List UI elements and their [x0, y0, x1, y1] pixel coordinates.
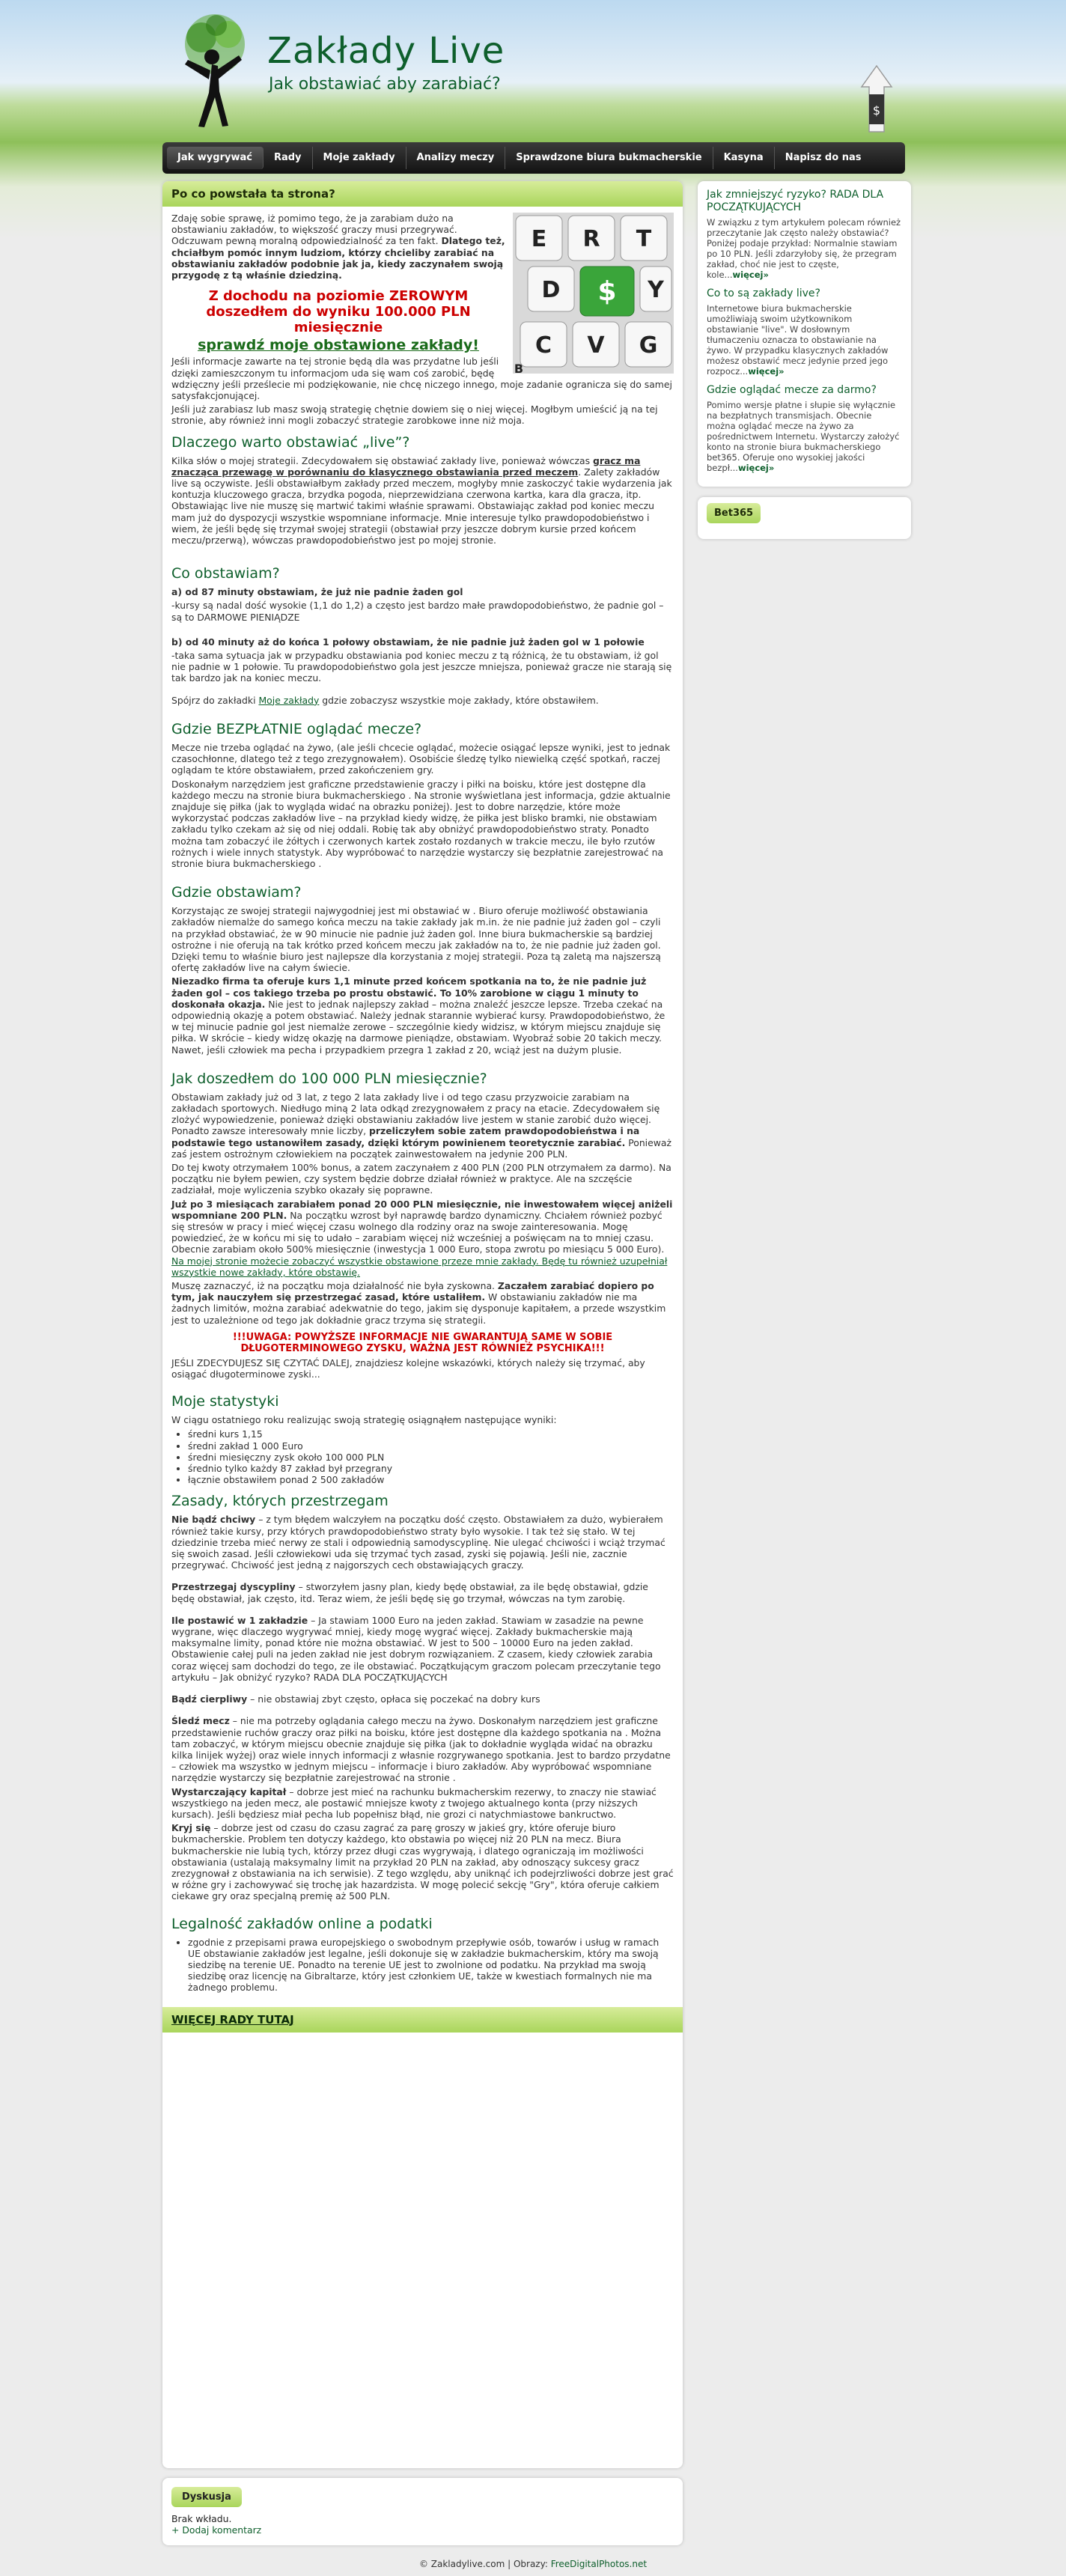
paragraph: Korzystając ze swojej strategii najwygodniej jest mi obstawiać w . Biuro oferuje możliwość obstawiania zakładów niemalże do samego końca meczu na takie zakłady jak m.in. że nie padnie już żaden gol – czyli na przykład obstawiać, że w 90 minucie nie padnie już żaden gol. Inne biura bukmacherskie są bardziej ostrożne i nie oferują na tak krótko przed końcem meczu jak zakładów na to, że nie padnie już żaden gol. Dzięki temu to właśnie biuro jest najlepsze dla korzystania z mojej strategii. Poza tą zaletą ma najszerszą ofertę zakładów live na całym świecie.	[171, 905, 661, 974]
rule-a-heading: a) od 87 minuty obstawiam, że już nie padnie żaden gol	[171, 586, 463, 598]
paragraph: Do tej kwoty otrzymałem 100% bonus, a zatem zaczynałem z 400 PLN (200 PLN otrzymałem za darmo). Na początku nie byłem pewien, czy system będzie dobrze działał również w praktyce. Ale na szczęście zadziałał, moje wyliczenia szybko okazały się poprawne.	[171, 1161, 671, 1196]
sidebar-articles	[698, 181, 911, 487]
more-link[interactable]: więcej»	[737, 463, 775, 473]
link-my-bets[interactable]: Na mojej stronie możecie zobaczyć wszystkie obstawione przeze mnie zakłady. Będę tu również uzupełniał wszystkie nowe zakłady, które obstawię.	[171, 1255, 668, 1278]
list-item: • zgodnie z przepisami prawa europejskiego o swobodnym przepływie osób, towarów i usług w ramach UE obstawianie zakładów jest legalne, jeśli dokonuje się w zakładzie bukmacherskim, który ma swoją siedzibę na terenie UE. Ponadto na terenie UE jest to zwolnione od podatku. Na przykład ma swoją siedzibę oraz licencję na Gibraltarze, który jest członkiem UE, także w kwestiach formalnych nie ma żadnego problemu.	[188, 1937, 674, 1994]
sidebar-bet365	[698, 497, 911, 539]
paragraph: Muszę zaznaczyć, iż na początku moja działalność nie była zyskowna. Zaczałem zarabiać dopiero po tym, jak nauczyłem się przestrzegać zasad, które ustaliłem. W obstawianiu zakładów nie ma żadnych limitów, można zarabiać adekwatnie do tego, jakim się dysponuje kapitałem, a przede wszystkim jest to uzależnione od tego jak dokładnie gracz trzyma się strategii.	[171, 1280, 666, 1326]
key-v: V	[587, 332, 605, 359]
nav-kasyna[interactable]: Kasyna	[713, 147, 775, 169]
comments-empty: Brak wkładu. + Dodaj komentarz	[171, 2513, 262, 2536]
promo-link[interactable]: sprawdź moje obstawione zakłady!	[198, 337, 479, 354]
more-link[interactable]: więcej»	[748, 366, 785, 377]
paragraph: Już po 3 miesiącach zarabiałem ponad 20 000 PLN miesięcznie, nie inwestowałem więcej aniżeli wspomniane 200 PLN. Na początku wzrost był naprawdę bardzo dynamiczny. Chciałem również pozbyć się stresów w pracy i mieć więcej czasu wolnego dla rodziny oraz na swoje zainteresowania. Mogę powiedzieć, że w końcu mi się to udało – zarabiam więcej niż wcześniej a poświęcam na to mniej czasu. Obecnie zarabiam około 500% miesięcznie (inwestycja 1 000 Euro, stopa zwrotu po miesiącu 5 000 Euro). Na mojej stronie możecie zobaczyć wszystkie obstawione przeze mnie zakłady. Będę tu również uzupełniał wszystkie nowe zakłady, które obstawię.	[171, 1198, 673, 1278]
list-item: • średni zakład 1 000 Euro	[188, 1440, 674, 1452]
nav-napisz-do-nas[interactable]: Napisz do nas	[785, 152, 862, 163]
nav-analizy-meczy[interactable]: Analizy meczy	[406, 147, 506, 169]
key-t: T	[636, 226, 652, 252]
comments-box	[162, 2478, 683, 2545]
warning-text: !!!UWAGA: POWYŻSZE INFORMACJE NIE GWARANTUJĄ SAME W SOBIE DŁUGOTERMINOWEGO ZYSKU, WAŻNA JEST RÓWNIEŻ PSYCHIKA!!!	[232, 1331, 613, 1354]
paragraph: -taka sama sytuacja jak w przypadku obstawiania pod koniec meczu z tą różnicą, że tu obstawiam, iż gol nie padnie w 1 połowie. Tu prawdopodobieństwo gola jest jeszcze mniejsza, ponieważ gracze nie starają się tak bardzo jak na koniec meczu.	[171, 650, 672, 684]
list-item: • średni miesięczny zysk około 100 000 PLN	[188, 1452, 674, 1463]
paragraph: W ciągu ostatniego roku realizując swoją strategię osiągnąłem następujące wyniki:	[171, 1414, 557, 1426]
key-d: D	[541, 277, 561, 303]
heading-legal: Legalność zakładów online a podatki	[171, 1915, 433, 1932]
nav-sprawdzone-biura[interactable]: Sprawdzone biura bukmacherskie	[505, 147, 713, 169]
page	[155, 0, 911, 2569]
main-nav	[162, 142, 905, 174]
site-title[interactable]: Zakłady Live	[267, 30, 505, 72]
paragraph: Jeśli informacje zawarte na tej stronie będą dla was przydatne lub jeśli dzięki zamieszczonym tu informacjom uda się wam coś zarobić, będę wdzięczny jeśli prześlecie mi podziękowanie, nie chcę niczego innego, moje zadanie ogranicza się do samej satysfakcjonującej.	[171, 356, 672, 402]
paragraph: JEŚLI ZDECYDUJESZ SIĘ CZYTAĆ DALEJ, znajdziesz kolejne wskazówki, których należy się trzymać, aby osiągać długoterminowe zyski...	[171, 1356, 645, 1380]
more-link[interactable]: więcej»	[732, 270, 769, 280]
key-r: R	[582, 226, 600, 252]
paragraph: Doskonałym narzędziem jest graficzne przedstawienie graczy i piłki na boisku, które jest dostępne dla każdego meczu na stronie biura bukmacherskiego . Na stronie wyświetlana jest informacja, gdzie aktualnie znajduje się piłka (jak to wygląda widać na obrazku poniżej). Jest to dobre narzędzie, które może wykorzystać podczas zakładów live – na przykład kiedy widzę, że piłka jest blisko bramki, nie obstawiam zakładu tylko czekam aż się od niej oddali. Robię tak aby obniżyć prawdopodobieństwo straty. Ponadto można tam zobaczyć ile żółtych i czerwonych kartek zostało rozdanych w trakcie meczu, ile było rzutów rożnych i wiele innych statystyk. Aby wypróbować to narzędzie wystarczy się bezpłatnie zarejestrować na stronie biura bukmacherskiego .	[171, 778, 671, 869]
sidebar-text: W związku z tym artykułem polecam również przeczytanie Jak często należy obstawiać? Poniżej podaje przykład: Normalnie stawiam po 10 PLN. Jeśli zdarzyłoby się, że przegram zakład, choć nie jest to częste, kole...więcej»	[707, 217, 901, 280]
heading-what-i-bet: Co obstawiam?	[171, 565, 280, 582]
paragraph: Niezadko firma ta oferuje kurs 1,1 minute przed końcem spotkania na to, że nie padnie już żaden gol – cos takiego trzeba po prostu obstawić. To 10% zarobione w ciągu 1 minuty to doskonała okazja. Nie jest to jednak najlepszy zakład – można znaleźć jeszcze lepsze. Trzeba czekać na odpowiednią okazję a potem obstawiać. Należy jednak starannie wybierać kursy. Prawdopodobieństwo, że w tej minucie padnie gol jest niemalże zerowe – szczególnie kiedy widzisz, w którym miejscu znajduje się piłka. W skrócie – kiedy widzę okazję na darmowe pieniądze, obstawiam. Wyobraź sobie 20 takich meczy. Nawet, jeśli człowiek ma pecha i przypadkiem przegra 1 zakład z 20, wciąż jest na dużym plusie.	[171, 975, 666, 1056]
link-moje-zaklady[interactable]: Moje zakłady	[258, 694, 320, 706]
intro-bold: Dlatego też, chciałbym pomóc innym ludziom, którzy chcieliby zarabiać na obstawianiu zakładów podobnie jak ja, kiedy zaczynałem swoją przygodę z tą właśnie dziedziną.	[171, 235, 505, 281]
key-dollar: $	[597, 276, 617, 307]
sidebar-title[interactable]: Co to są zakłady live?	[707, 287, 820, 299]
list-item: • łącznie obstawiłem ponad 2 500 zakładów	[188, 1474, 674, 1485]
paragraph: Nie bądź chciwy – z tym błędem walczyłem na początku dość często. Obstawiałem za dużo, wybierałem również takie kursy, przy których prawdopodobieństwo straty było wysokie. I tak też się stało. W tej dziedzinie trzeba mieć nerwy ze stali i odpowiednią samodyscyplinę. Nie ulegać chciwości i wciąż trzymać się swoich zasad. Jeśli człowiekowi uda się trzymać tych zasad, zyski się pojawią. Jeśli nie, zacznie przegrywać. Chciwość jest jedną z najgorszych cech obstawiających graczy.	[171, 1514, 666, 1571]
keyboard-dollar-image	[513, 213, 674, 374]
intro-paragraph: Zdaję sobie sprawę, iż pomimo tego, że ja zarabiam dużo na obstawianiu zakładów, to większość graczy musi przegrywać. Odczuwam pewną moralną odpowiedzialność za ten fakt. Dlatego też, chciałbym pomóc innym ludziom, którzy chcieliby zarabiać na obstawianiu zakładów podobnie jak ja, kiedy zaczynałem swoją przygodę z tą właśnie dziedziną.	[171, 213, 505, 281]
key-c: C	[534, 332, 552, 359]
dollar-arrow-icon[interactable]	[860, 64, 893, 133]
runner-tree-logo[interactable]	[170, 10, 260, 130]
stats-list	[171, 1428, 674, 1485]
heading-stats: Moje statystyki	[171, 1393, 279, 1410]
sidebar-title[interactable]: Jak zmniejszyć ryzyko? RADA DLA POCZĄTKUJĄCYCH	[707, 189, 884, 213]
paragraph: Obstawiam zakłady już od 3 lat, z tego 2 lata zakłady live i od tego czasu przyzwoicie zarabiam na zakładach sportowych. Niedługo miną 2 lata odkąd zrezygnowałem z pracy na etacie. Zdecydowałem się zlożyć wypowiedzenie, ponieważ dzięki obstawianiu zakładów live jestem w stanie zarobić dużo więcej. Ponadto zawsze interesowały mnie liczby, przeliczyłem sobie zatem prawdopodobieństwa i na podstawie tego ustanowiłem zasady, dzięki którym powinienem teoretycznie zarabiać. Ponieważ zaś jestem ostrożnym człowiekiem na początek zainwestowałem na jedynie 200 PLN.	[171, 1091, 671, 1160]
heading-where-bet: Gdzie obstawiam?	[171, 884, 302, 901]
more-tips-bar	[162, 2007, 683, 2033]
main-header: Po co powstała ta strona?	[162, 181, 683, 207]
paragraph: Kryj się – dobrze jest od czasu do czasu zagrać za parę groszy w jakieś gry, które oferuje biuro bukmacherskie. Problem ten dotyczy każdego, kto obstawia po więcej niż 20 PLN na mecz. Biura bukmacherskie nie lubią tych, którzy przez długi czas wygrywają, i dlatego ograniczają im możliwości obstawiania (ustalają maksymalny limit na przykład 20 PLN na zakład, aby odnoszący sukcesy gracz zrezygnował z obstawiania na ich serwisie). Z tego względu, aby uniknąć ich podejrzliwości dobrze jest grać w różne gry i zachowywać się trochę jak hazardzista. W mogę polecić sekcję "Gry", która oferuje całkiem ciekawe gry oraz specjalną premię aż 500 PLN.	[171, 1822, 674, 1902]
article: E R T Y D $ G C V B Zdaję sobie sprawę, iż pomimo tego, że ja zarabiam dużo na obstawianiu zakładów, to większość graczy musi przegrywać. Odczuwam pewną moralną odpowiedzialność za ten fakt. Dlatego też, chciałbym pomóc innym ludziom, którzy chcieliby zarabiać na obstawianiu zakładów podobnie jak ja, kiedy zaczynałem swoją przygodę z tą właśnie dziedziną. Z dochodu na poziomie ZEROWYM doszedłem do wyniku 100.000 PLN miesięcznie sprawdź moje obstawione zakłady! Jeśli informacje zawarte na tej stronie będą dla was przydatne lub jeśli dzięki zamieszczonym tu informacjom uda się wam coś zarobić, będę wdzięczny jeśli prześlecie mi podziękowanie, nie chcę niczego innego, moje zadanie ogranicza się do samej satysfakcjonującej. Jeśli już zarabiasz lub masz swoją strategię chętnie dowiem się o niej więcej. Mogłbym umieścić ją na tej stronie, aby również inni mogli zobaczyć strategie zarobkowe inne niż moja. Dlaczego warto obstawiać „live”? Kilka słów o mojej strategii. Zdecydowałem się obstawiać zakłady live, ponieważ wówczas gracz ma znacząca przewagę w porównaniu do klasycznego obstawiania przed meczem. Zalety zakładów live są oczywiste. Jeśli obstawiałbym zakłady przed meczem, mogłyby mnie zaskoczyć takie wydarzenia jak kontuzja kluczowego gracza, brzydka pogoda, nieprzewidziana czerwona kartka, kara dla gracza, itp. Obstawiając live nie muszę się martwić takimi właśnie sprawami. Obstawiając zakład pod koniec meczu mam już do dyspozycji wszystkie wspomniane informacje. Mnie interesuje tylko prawdopodobieństwo i wiem, że jeśli będę się trzymał swojej strategii (obstawiał przy jeszcze dobrym kursie przed końcem meczu/przerwą), wówczas prawdopodobieństwo jest po mojej stronie. Co obstawiam? a) od 87 minuty obstawiam, że już nie padnie żaden gol -kursy są nadal dość wysokie (1,1 do 1,2) a często jest bardzo małe prawdopodobieństwo, że padnie gol – są to DARMOWE PIENIĄDZE b) od 40 minuty aż do końca 1 połowy obstawiam, że nie padnie już żaden gol w 1 połowie -taka sama sytuacja jak w przypadku obstawiania pod koniec meczu z tą różnicą, że tu obstawiam, iż gol nie padnie w 1 połowie. Tu prawdopodobieństwo gola jest jeszcze mniejsza, ponieważ gracze nie starają się tak bardzo jak na koniec meczu. Spójrz do zakładki Moje zakłady gdzie zobaczysz wszystkie moje zakłady, które obstawiłem. Gdzie BEZPŁATNIE oglądać mecze? Mecze nie trzeba oglądać na żywo, (ale jeśli chcecie oglądać, możecie osiągać lepsze wyniki, jest to jednak czasochłonne, dlatego też z tego zrezygnowałem). Osobiście śledzę tylko niewielką część spotkań, raczej oglądam te które obstawiałem, przed zakończeniem gry. Doskonałym narzędziem jest graficzne przedstawienie graczy i piłki na boisku, które jest dostępne dla każdego meczu na stronie biura bukmacherskiego . Na stronie wyświetlana jest informacja, gdzie aktualnie znajduje się piłka (jak to wygląda widać na obrazku poniżej). Jest to dobre narzędzie, które może wykorzystać podczas zakładów live – na przykład kiedy widzę, że piłka jest blisko bramki, nie obstawiam zakładu tylko czekam aż się od niej oddali. Robię tak aby obniżyć prawdopodobieństwo straty. Ponadto można tam zobaczyć ile żółtych i czerwonych kartek zostało rozdanych w trakcie meczu, ile było rzutów rożnych i wiele innych statystyk. Aby wypróbować to narzędzie wystarczy się bezpłatnie zarejestrować na stronie biura bukmacherskiego . Gdzie obstawiam? Korzystając ze swojej strategii najwygodniej jest mi obstawiać w . Biuro oferuje możliwość obstawiania zakładów niemalże do samego końca meczu na takie zakłady jak m.in. że nie padnie już żaden gol – czyli na przykład obstawiać, że w 90 minucie nie padnie już żaden gol. Inne biura bukmacherskie są bardziej ostrożne i nie oferują na tak krótko przed końcem meczu jak zakładów na to, że nie padnie już żaden gol. Dzięki temu to właśnie biuro jest najlepsze dla korzystania z mojej strategii. Poza tą zaletą ma najszerszą ofertę zakładów live na całym świecie. Niezadko firma ta oferuje kurs 1,1 minute przed końcem spotkania na to, że nie padnie już żaden gol – cos takiego trzeba po prostu obstawić. To 10% zarobione w ciągu 1 minuty to doskonała okazja. Nie jest to jednak najlepszy zakład – można znaleźć jeszcze lepsze. Trzeba czekać na odpowiednią okazję a potem obstawiać. Należy jednak starannie wybierać kursy. Prawdopodobieństwo, że w tej minucie padnie gol jest niemalże zerowe – szczególnie kiedy widzisz, w którym miejscu znajduje się piłka. W skrócie – kiedy widzę okazję na darmowe pieniądze, obstawiam. Wyobraź sobie 20 takich meczy. Nawet, jeśli człowiek ma pecha i przypadkiem przegra 1 zakład z 20, wciąż jest na dużym plusie. Jak doszedłem do 100 000 PLN miesięcznie? Obstawiam zakłady już od 3 lat, z tego 2 lata zakłady live i od tego czasu przyzwoicie zarabiam na zakładach sportowych. Niedługo miną 2 lata odkąd zrezygnowałem z pracy na etacie. Zdecydowałem się zlożyć wypowiedzenie, ponieważ dzięki obstawianiu zakładów live jestem w stanie zarobić dużo więcej. Ponadto zawsze interesowały mnie liczby, przeliczyłem sobie zatem prawdopodobieństwa i na podstawie tego ustanowiłem zasady, dzięki którym powinienem teoretycznie zarabiać. Ponieważ zaś jestem ostrożnym człowiekiem na początek zainwestowałem na jedynie 200 PLN. Do tej kwoty otrzymałem 100% bonus, a zatem zaczynałem z 400 PLN (200 PLN otrzymałem za darmo). Na początku nie byłem pewien, czy system będzie dobrze działał również w praktyce. Ale na szczęście zadziałał, moje wyliczenia szybko okazały się poprawne. Już po 3 miesiącach zarabiałem ponad 20 000 PLN miesięcznie, nie inwestowałem więcej aniżeli wspomniane 200 PLN. Na początku wzrost był naprawdę bardzo dynamiczny. Chciałem również pozbyć się stresów w pracy i mieć więcej czasu wolnego dla rodziny oraz na swoje zainteresowania. Mogę powiedzieć, że w końcu mi się to udało – zarabiam więcej niż wcześniej a poświęcam na to mniej czasu. Obecnie zarabiam około 500% miesięcznie (inwestycja 1 000 Euro, stopa zwrotu po miesiącu 5 000 Euro). Na mojej stronie możecie zobaczyć wszystkie obstawione przeze mnie zakłady. Będę tu również uzupełniał wszystkie nowe zakłady, które obstawię. Muszę zaznaczyć, iż na początku moja działalność nie była zyskowna. Zaczałem zarabiać dopiero po tym, jak nauczyłem się przestrzegać zasad, które ustaliłem. W obstawianiu zakładów nie ma żadnych limitów, można zarabiać adekwatnie do tego, jakim się dysponuje kapitałem, a przede wszystkim jest to uzależnione od tego jak dokładnie gracz trzyma się strategii. !!!UWAGA: POWYŻSZE INFORMACJE NIE GWARANTUJĄ SAME W SOBIE DŁUGOTERMINOWEGO ZYSKU, WAŻNA JEST RÓWNIEŻ PSYCHIKA!!! JEŚLI ZDECYDUJESZ SIĘ CZYTAĆ DALEJ, znajdziesz kolejne wskazówki, których należy się trzymać, aby osiągać długoterminowe zyski... Moje statystyki W ciągu ostatniego roku realizując swoją strategię osiągnąłem następujące wyniki: • średni kurs 1,15 • średni zakład 1 000 Euro • średni miesięczny zysk około 100 000 PLN • średnio tylko każdy 87 zakład był przegrany • łącznie obstawiłem ponad 2 500 zakładów Zasady, których przestrzegam Nie bądź chciwy – z tym błędem walczyłem na początku dość często. Obstawiałem za dużo, wybierałem również takie kursy, przy których prawdopodobieństwo straty było wysokie. I tak też się stało. W tej dziedzinie trzeba mieć nerwy ze stali i odpowiednią samodyscyplinę. Nie ulegać chciwości i wciąż trzymać się swoich zasad. Jeśli człowiekowi uda się trzymać tych zasad, zyski się pojawią. Jeśli nie, zacznie przegrywać. Chciwość jest jedną z najgorszych cech obstawiających graczy. Przestrzegaj dyscypliny – stworzyłem jasny plan, kiedy będę obstawiał, za ile będę obstawiał, gdzie będę obstawiał, jak często, itd. Teraz wiem, że jeśli będę się go trzymał, wówczas na tym zarobię. Ile postawić w 1 zakładzie – Ja stawiam 1000 Euro na jeden zakład. Stawiam w zasadzie na pewne wygrane, więc dlaczego wygrywać mniej, kiedy mogę wygrać więcej. Zakłady bukmacherskie mają maksymalne limity, ponad które nie można obstawiać. W jest to 500 – 10000 Euro na jeden zakład. Obstawienie całej puli na jeden zakład nie jest dobrym rozwiązaniem. Z czasem, kiedy człowiek zarabia coraz więcej sam dochodzi do tego, ze ile obstawiać. Początkującym graczom polecam przeczytanie tego artykułu – Jak obniżyć ryzyko? RADA DLA POCZĄTKUJĄCYCH Bądź cierpliwy – nie obstawiaj zbyt często, opłaca się poczekać na dobry kurs Śledź mecz – nie ma potrzeby oglądania całego meczu na żywo. Doskonałym narzędziem jest graficzne przedstawienie ruchów graczy oraz piłki na boisku, które jest dostępne dla każdego spotkania na . Można tam zobaczyć, w którym miejscu obecnie znajduje się piłka (jak to dokładnie wygląda widać na obrazku kilka linijek wyżej) oraz wiele innych informacji z własnie rozgrywanego spotkania. Jest to bardzo przydatne – człowiek ma wszystko w jednym miejscu – informacje i biuro zakładów. Aby wypróbować wspomniane narzędzie wystarczy się bezpłatnie zarejestrować na stronie . Wystarczający kapitał – dobrze jest mieć na rachunku bukmacherskim rezerwy, to znaczy nie stawiać wszystkiego na jeden mecz, ale postawić mniejsze kwoty z twojego aktualnego konta (przy niższych kursach). Jeśli będziesz miał pecha lub popełnisz błąd, nie grozi ci natychmiastowe bankructwo. Kryj się – dobrze jest od czasu do czasu zagrać za parę groszy w jakieś gry, które oferuje biuro bukmacherskie. Problem ten dotyczy każdego, kto obstawia po więcej niż 20 PLN na mecz. Biura bukmacherskie nie lubią tych, którzy przez długi czas wygrywają, i dlatego ograniczają im możliwości obstawiania (ustalają maksymalny limit na przykład 20 PLN na zakład, aby odnoszący sukcesy gracz zrezygnował z obstawiania na ich serwisie). Z tego względu, aby uniknąć ich podejrzliwości dobrze jest grać w różne gry i zachowywać się trochę jak hazardzista. W mogę polecić sekcję "Gry", która oferuje całkiem ciekawe gry oraz specjalną premię aż 500 PLN. Legalność zakładów online a podatki • zgodnie z przepisami prawa europejskiego o swobodnym przepływie osób, towarów i usług w ramach UE obstawianie zakładów jest legalne, jeśli dokonuje się w zakładzie bukmacherskim, który ma swoją siedzibę na terenie UE. Ponadto na terenie UE jest to zwolnione od podatku. Na przykład ma swoją siedzibę oraz licencję na Gibraltarze, który jest członkiem UE, także w kwestiach formalnych nie ma żadnego problemu.	[162, 207, 683, 1994]
paragraph: Jeśli już zarabiasz lub masz swoją strategię chętnie dowiem się o niej więcej. Mogłbym umieścić ją na tej stronie, aby również inni mogli zobaczyć strategie zarobkowe inne niż moja.	[171, 404, 658, 427]
rule-b-heading: b) od 40 minuty aż do końca 1 połowy obstawiam, że nie padnie już żaden gol w 1 połowie	[171, 636, 645, 648]
paragraph: Mecze nie trzeba oglądać na żywo, (ale jeśli chcecie oglądać, możecie osiągać lepsze wyniki, jest to jednak czasochłonne, dlatego też z tego zrezygnowałem). Osobiście śledzę tylko niewielką część spotkań, raczej oglądam te które obstawiałem, przed zakończeniem gry.	[171, 741, 671, 776]
more-tips-link[interactable]: WIĘCEJ RADY TUTAJ	[171, 2012, 294, 2027]
promo-headline: Z dochodu na poziomie ZEROWYM doszedłem do wyniku 100.000 PLN miesięcznie	[206, 288, 471, 336]
heading-free-watch: Gdzie BEZPŁATNIE oglądać mecze?	[171, 720, 422, 737]
footer: © Zakladylive.com | Obrazy: FreeDigitalPhotos.net	[418, 2559, 648, 2569]
key-y: Y	[648, 277, 664, 303]
site-header	[155, 0, 911, 142]
add-comment-link[interactable]: + Dodaj komentarz	[171, 2524, 262, 2536]
paragraph: Śledź mecz – nie ma potrzeby oglądania całego meczu na żywo. Doskonałym narzędziem jest graficzne przedstawienie ruchów graczy oraz piłki na boisku, które jest dostępne dla każdego spotkania na . Można tam zobaczyć, w którym miejscu obecnie znajduje się piłka (jak to dokładnie wygląda widać na obrazku kilka linijek wyżej) oraz wiele innych informacji z własnie rozgrywanego spotkania. Jest to bardzo przydatne – człowiek ma wszystko w jednym miejscu – informacje i biuro zakładów. Aby wypróbować wspomniane narzędzie wystarczy się bezpłatnie zarejestrować na stronie .	[171, 1715, 671, 1784]
nav-rady[interactable]: Rady	[264, 147, 313, 169]
comments-tab: Dyskusja	[171, 2487, 242, 2507]
heading-how-100k: Jak doszedłem do 100 000 PLN miesięcznie?	[171, 1070, 487, 1087]
sidebar-text: Pomimo wersje płatne i słupie się wyłącznie na bezpłatnych transmisjach. Obecnie można oglądać mecze na żywo za pośrednictwem Internetu. Wystarczy założyć konto na stronie biura bukmacherskiego bet365. Oferuje ono wysokiej jakości bezpł...więcej»	[707, 400, 900, 473]
site-subtitle: Jak obstawiać aby zarabiać?	[269, 75, 501, 94]
footer-link[interactable]: FreeDigitalPhotos.net	[550, 2559, 648, 2569]
paragraph: Wystarczający kapitał – dobrze jest mieć na rachunku bukmacherskim rezerwy, to znaczy nie stawiać wszystkiego na jeden mecz, ale postawić mniejsze kwoty z twojego aktualnego konta (przy niższych kursach). Jeśli będziesz miał pecha lub popełnisz błąd, nie grozi ci natychmiastowe bankructwo.	[171, 1785, 657, 1820]
heading-rules: Zasady, których przestrzegam	[171, 1493, 389, 1510]
main-content	[162, 181, 683, 2468]
sidebar-title[interactable]: Gdzie oglądać mecze za darmo?	[707, 384, 877, 396]
svg-text:$: $	[872, 103, 881, 118]
paragraph: Kilka słów o mojej strategii. Zdecydowałem się obstawiać zakłady live, ponieważ wówczas gracz ma znacząca przewagę w porównaniu do klasycznego obstawiania przed meczem. Zalety zakładów live są oczywiste. Jeśli obstawiałbym zakłady przed meczem, mogłyby mnie zaskoczyć takie wydarzenia jak kontuzja kluczowego gracza, brzydka pogoda, nieprzewidziana czerwona kartka, kara dla gracza, itp. Obstawiając live nie muszę się martwić takimi właśnie sprawami. Obstawiając zakład pod koniec meczu mam już do dyspozycji wszystkie wspomniane informacje. Mnie interesuje tylko prawdopodobieństwo i wiem, że jeśli będę się trzymał swojej strategii (obstawiał przy jeszcze dobrym kursie przed końcem meczu/przerwą), wówczas prawdopodobieństwo jest po mojej stronie.	[171, 454, 672, 546]
sidebar	[698, 181, 911, 549]
paragraph: Przestrzegaj dyscypliny – stworzyłem jasny plan, kiedy będę obstawiał, za ile będę obstawiał, gdzie będę obstawiał, jak często, itd. Teraz wiem, że jeśli będę się go trzymał, wówczas na tym zarobię.	[171, 1581, 648, 1604]
key-b: B	[514, 362, 524, 374]
legal-list	[171, 1937, 674, 1994]
paragraph: Bądź cierpliwy – nie obstawiaj zbyt często, opłaca się poczekać na dobry kurs	[171, 1693, 540, 1705]
heading-why-live: Dlaczego warto obstawiać „live”?	[171, 433, 410, 451]
key-g: G	[639, 332, 658, 359]
sidebar-text: Internetowe biura bukmacherskie umożliwiają swoim użytkownikom obstawianie "live". W dosłownym tłumaczeniu oznacza to obstawianie na żywo. W przypadku klasycznych zakładów możesz obstawić mecz jedynie przed jego rozpocz...więcej»	[707, 303, 889, 377]
key-e: E	[531, 226, 547, 252]
list-item: • średnio tylko każdy 87 zakład był przegrany	[188, 1463, 674, 1474]
nav-jak-wygrywac[interactable]: Jak wygrywać	[167, 147, 264, 169]
nav-moje-zaklady[interactable]: Moje zakłady	[313, 147, 406, 169]
list-item: • średni kurs 1,15	[188, 1428, 674, 1440]
paragraph: Ile postawić w 1 zakładzie – Ja stawiam 1000 Euro na jeden zakład. Stawiam w zasadzie na pewne wygrane, więc dlaczego wygrywać mniej, kiedy mogę wygrać więcej. Zakłady bukmacherskie mają maksymalne limity, ponad które nie można obstawiać. W jest to 500 – 10000 Euro na jeden zakład. Obstawienie całej puli na jeden zakład nie jest dobrym rozwiązaniem. Z czasem, kiedy człowiek zarabia coraz więcej sam dochodzi do tego, ze ile obstawiać. Początkującym graczom polecam przeczytanie tego artykułu – Jak obniżyć ryzyko? RADA DLA POCZĄTKUJĄCYCH	[171, 1614, 661, 1683]
bet365-tab[interactable]: Bet365	[707, 503, 761, 523]
paragraph: -kursy są nadal dość wysokie (1,1 do 1,2) a często jest bardzo małe prawdopodobieństwo, że padnie gol – są to DARMOWE PIENIĄDZE	[171, 600, 664, 623]
